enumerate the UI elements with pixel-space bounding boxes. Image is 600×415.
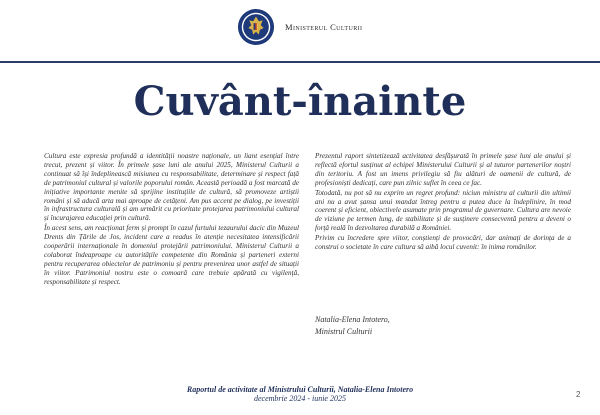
government-seal-icon [237,8,275,46]
right-column [315,152,571,253]
signature-block [315,314,390,338]
paragraph: Prezentul raport sintetizează activitatea desfășurată în primele șase luni ale anului și reflectă efortul susținut al echipei Ministerului Culturii și al tuturor partenerilor noștri din teritoriu. A fost un imens privilegiu să fiu alături de oamenii de cultură, de profesioniști dedicați, care pun zilnic suflet în ceea ce fac. [315,152,571,187]
page-number: 2 [576,390,581,399]
paragraph: Privim cu încredere spre viitor, conștienți de provocări, dar animați de dorința de a construi o societate în care cultura să aibă locul cuvenit: în inima românilor. [315,234,571,252]
signature-role: Ministrul Culturii [315,327,373,336]
header-rule [0,61,600,63]
page-title: Cuvânt-înainte [133,78,467,125]
ministry-name: Ministerul Culturii [285,22,363,32]
paragraph: În acest sens, am reacționat ferm și prompt în cazul furtului tezaurului dacic din Muzeul Drents din Țările de Jos, incident care a readus în atenție necesitatea intensificării cooperării internaționale în domeniul protejării patrimoniului. Ministerul Culturii a colaborat îndeaproape cu autoritățile competente din România și parteneri externi pentru recuperarea obiectelor de patrimoniu și pentru prevenirea unor astfel de situații în viitor. Patrimoniul nostru este o comoară care trebuie apărată cu vigilență, responsabilitate și respect. [44,224,299,286]
page-header [0,0,600,60]
paragraph: Totodată, nu pot să nu exprim un regret profund: niciun ministru al culturii din ultimii ani nu a avut șansa unui mandat întreg pentru a putea duce la îndeplinire, în mod coerent și eficient, obiectivele asumate prin programul de guvernare. Cultura are nevoie de viziune pe termen lung, de stabilitate și de susținere consecventă pentru a deveni o forță reală în dezvoltarea durabilă a României. [315,188,571,233]
footer-period: decembrie 2024 - iunie 2025 [254,394,346,403]
signature-name: Natalia-Elena Intotero, [315,315,390,324]
paragraph: Cultura este expresia profundă a identității noastre naționale, un liant esențial între trecut, prezent și viitor. În primele șase luni ale anului 2025, Ministerul Culturii a continuat să își îndeplinească misiunea cu responsabilitate, determinare și respect față de patrimoniul cultural și valorile poporului român. Această perioadă a fost marcată de inițiative importante menite să sprijine instituțiile de cultură, să promoveze artiștii români și să aducă arta mai aproape de cetățeni. Am pus accent pe dialog, pe investiții în infrastructura culturală și am urmărit cu prioritate protejarea patrimoniului cultural și încurajarea educației prin cultură. [44,152,299,223]
footer-report-title: Raportul de activitate al Ministrului Culturii, Natalia-Elena Intotero [186,385,414,394]
left-column [44,152,299,288]
page-footer [0,385,600,403]
